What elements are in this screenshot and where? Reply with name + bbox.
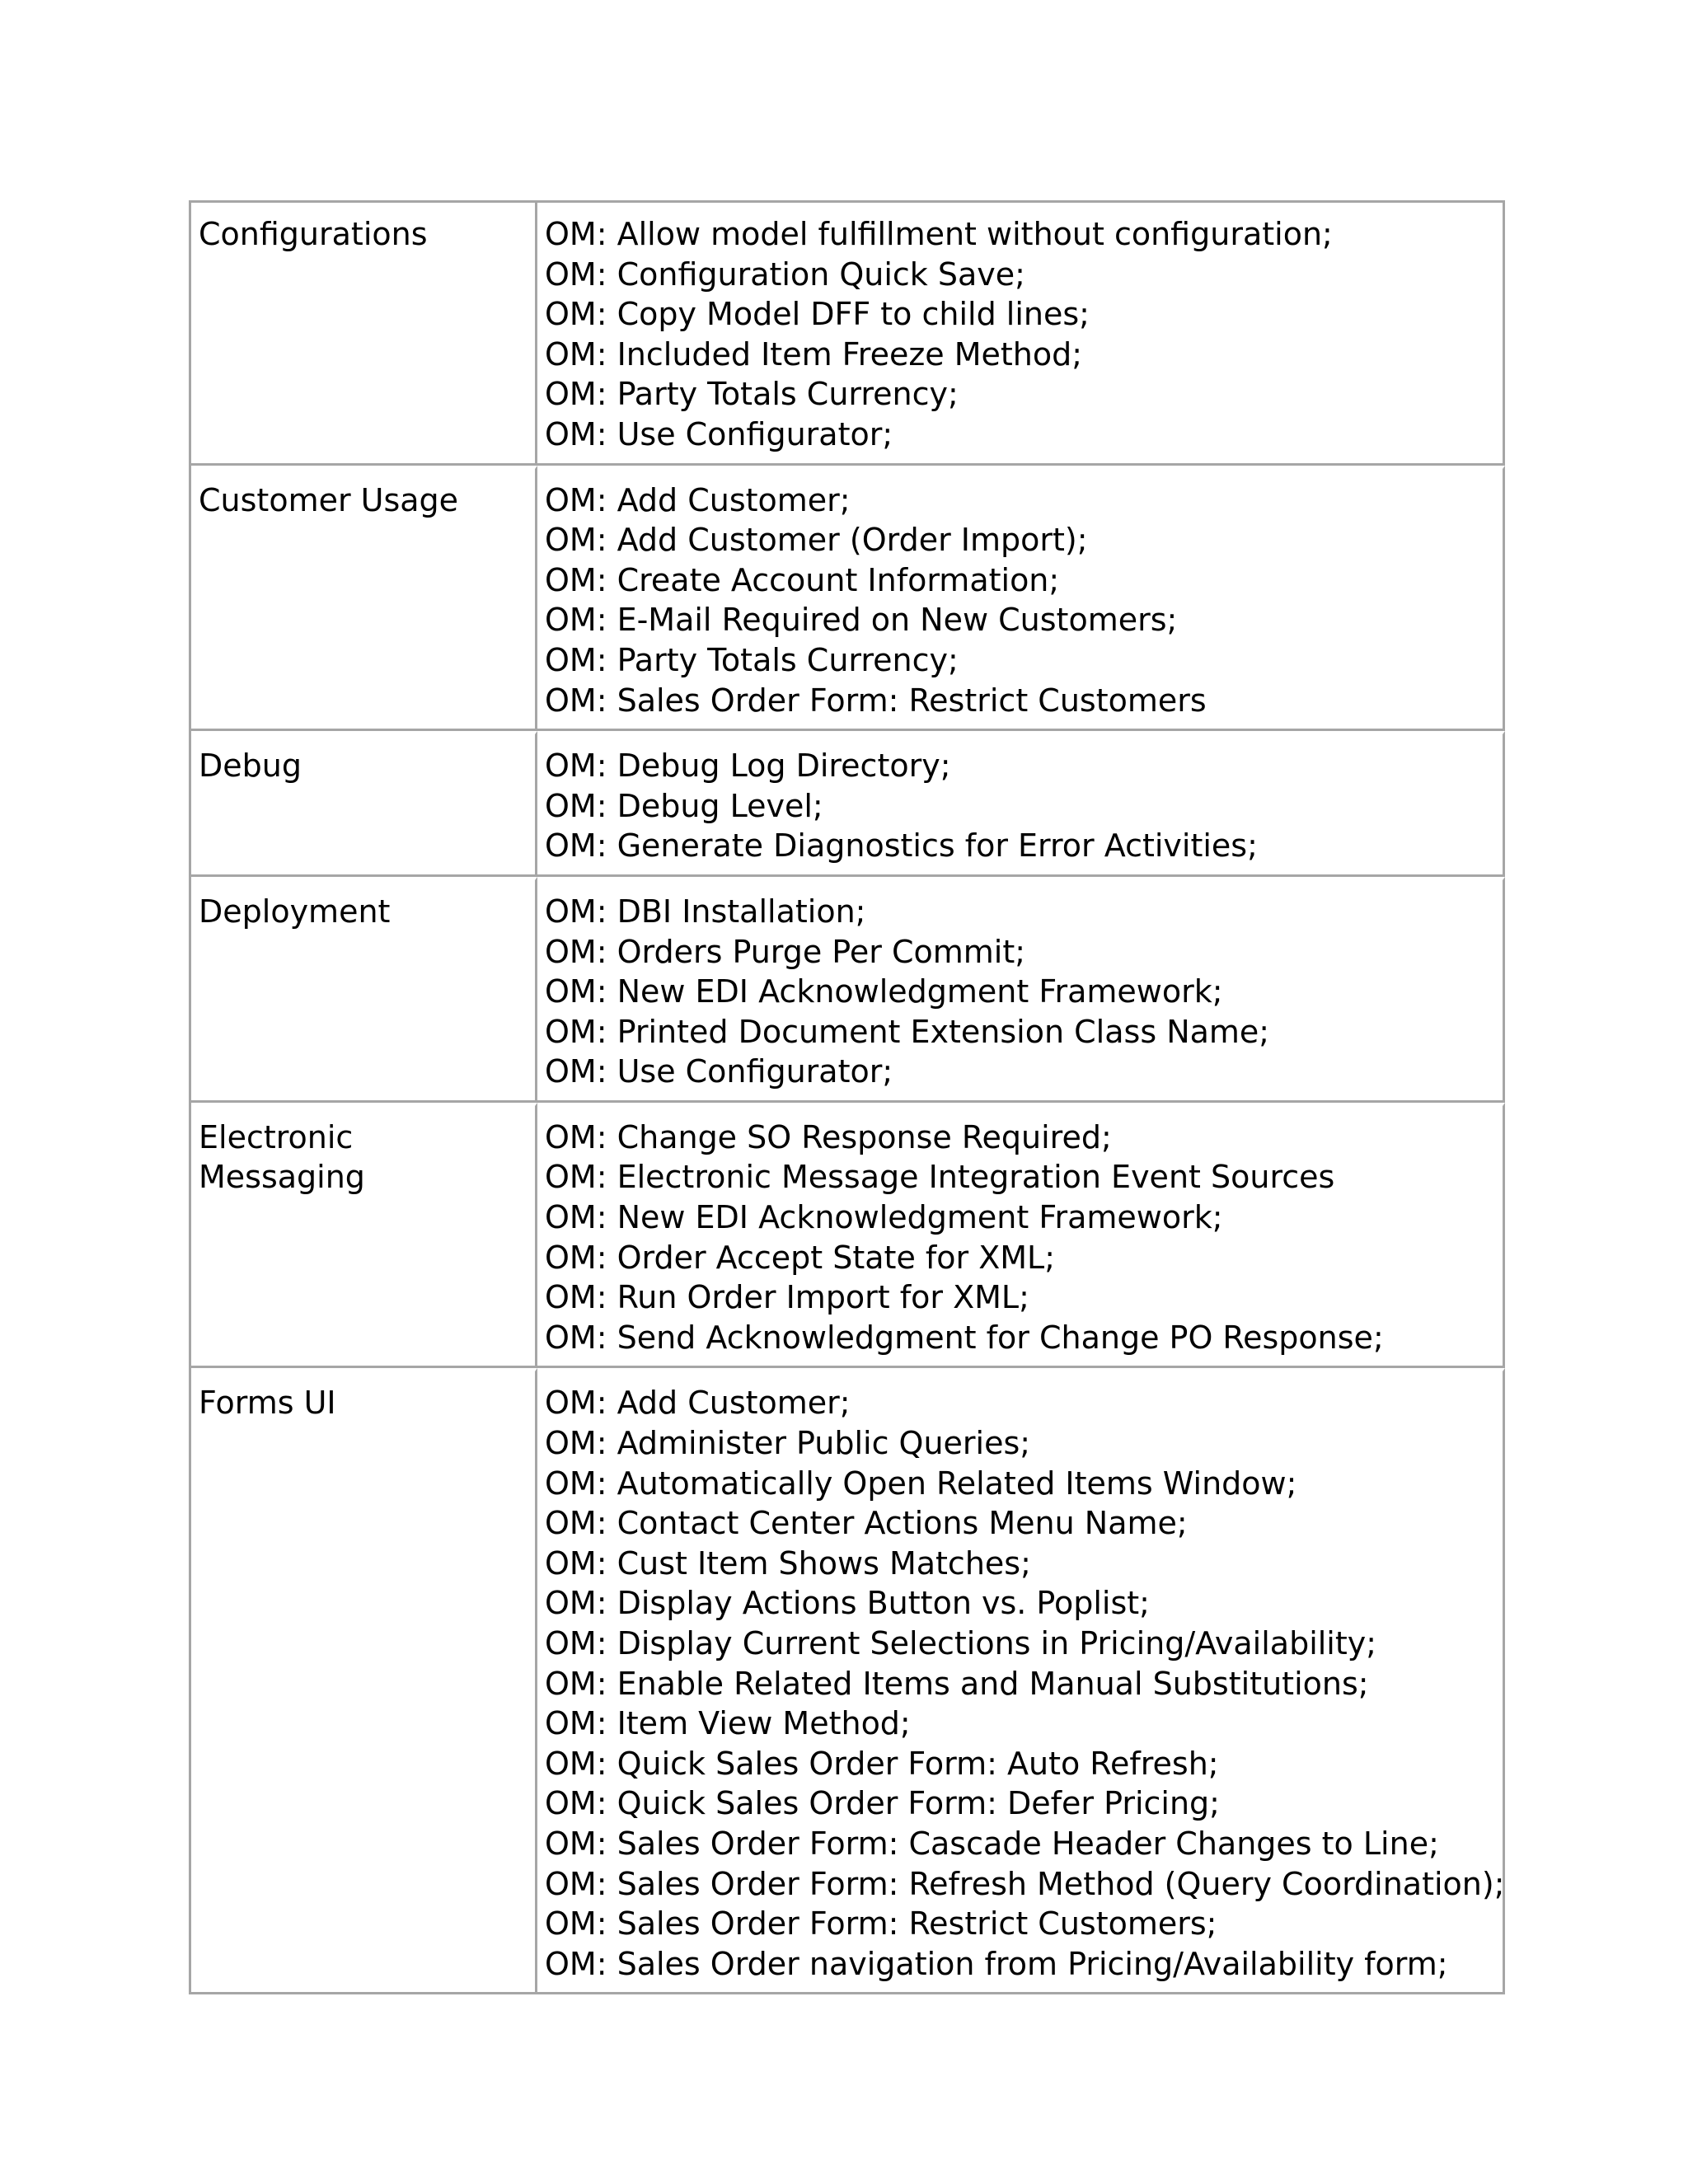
table-row — [191, 203, 1505, 466]
profiles-cell — [537, 731, 1505, 877]
profile-option: OM: E-Mail Required on New Customers; — [545, 602, 1178, 639]
profile-option: OM: Item View Method; — [545, 1705, 911, 1742]
profile-option: OM: Contact Center Actions Menu Name; — [545, 1505, 1188, 1542]
profile-option: OM: Printed Document Extension Class Name; — [545, 1013, 1270, 1050]
profile-option: OM: Sales Order navigation from Pricing/Availability form; — [545, 1945, 1448, 1982]
profiles-cell — [537, 877, 1505, 1103]
profile-option: OM: Order Accept State for XML; — [545, 1239, 1056, 1276]
profile-option: OM: Use Configurator; — [545, 415, 893, 452]
table-row — [191, 466, 1505, 732]
profile-option: OM: Create Account Information; — [545, 561, 1060, 598]
profile-option: OM: Display Current Selections in Pricing/Availability; — [545, 1625, 1377, 1661]
profile-option: OM: Copy Model DFF to child lines; — [545, 296, 1090, 333]
profile-option: OM: Display Actions Button vs. Poplist; — [545, 1585, 1150, 1622]
profile-option: OM: Party Totals Currency; — [545, 641, 959, 678]
profile-option: OM: Quick Sales Order Form: Auto Refresh; — [545, 1745, 1219, 1782]
category-cell: Electronic Messaging — [191, 1103, 537, 1369]
profile-option: OM: DBI Installation; — [545, 893, 866, 930]
profile-option: OM: Automatically Open Related Items Window; — [545, 1465, 1297, 1502]
profile-option: OM: Allow model fulfillment without configuration; — [545, 216, 1333, 252]
profile-option: OM: Party Totals Currency; — [545, 376, 959, 413]
table-row — [191, 877, 1505, 1103]
profile-option: OM: Add Customer (Order Import); — [545, 522, 1088, 559]
profile-option: OM: Cust Item Shows Matches; — [545, 1544, 1031, 1582]
profile-option: OM: Add Customer; — [545, 1385, 851, 1422]
profile-option: OM: Debug Log Directory; — [545, 748, 951, 785]
table-row — [191, 731, 1505, 877]
table-row — [191, 1368, 1505, 1994]
table-row — [191, 1103, 1505, 1369]
profiles-cell — [537, 1103, 1505, 1369]
profile-option: OM: Change SO Response Required; — [545, 1118, 1112, 1155]
profile-category-table — [189, 200, 1505, 1994]
profile-option: OM: Sales Order Form: Restrict Customers; — [545, 1905, 1217, 1943]
profile-option: OM: Send Acknowledgment for Change PO Response; — [545, 1319, 1384, 1356]
profile-option: OM: Included Item Freeze Method; — [545, 335, 1083, 373]
profile-option: OM: Sales Order Form: Cascade Header Changes to Line; — [545, 1825, 1439, 1862]
profile-option: OM: New EDI Acknowledgment Framework; — [545, 1199, 1223, 1236]
category-cell: Customer Usage — [191, 466, 537, 732]
profile-option: OM: Generate Diagnostics for Error Activities; — [545, 827, 1258, 865]
profiles-cell — [537, 466, 1505, 732]
profile-option: OM: Enable Related Items and Manual Substitutions; — [545, 1665, 1369, 1702]
profile-option: OM: Debug Level; — [545, 787, 823, 824]
profile-option: OM: Configuration Quick Save; — [545, 255, 1025, 293]
profile-option: OM: Sales Order Form: Refresh Method (Query Coordination); — [545, 1865, 1505, 1902]
profile-option: OM: Electronic Message Integration Event Sources — [545, 1159, 1335, 1196]
category-cell: Debug — [191, 731, 537, 877]
profile-option: OM: Quick Sales Order Form: Defer Pricing; — [545, 1785, 1220, 1822]
profile-option: OM: Administer Public Queries; — [545, 1425, 1031, 1462]
profile-option: OM: Sales Order Form: Restrict Customers — [545, 682, 1207, 719]
profile-option: OM: Orders Purge Per Commit; — [545, 933, 1026, 970]
profiles-cell — [537, 203, 1505, 466]
profiles-cell — [537, 1368, 1505, 1994]
profile-option: OM: Use Configurator; — [545, 1053, 893, 1090]
profile-option: OM: Run Order Import for XML; — [545, 1279, 1029, 1316]
category-cell: Deployment — [191, 877, 537, 1103]
category-cell: Forms UI — [191, 1368, 537, 1994]
category-cell: Configurations — [191, 203, 537, 466]
profile-option: OM: New EDI Acknowledgment Framework; — [545, 973, 1223, 1010]
profile-option: OM: Add Customer; — [545, 481, 851, 518]
